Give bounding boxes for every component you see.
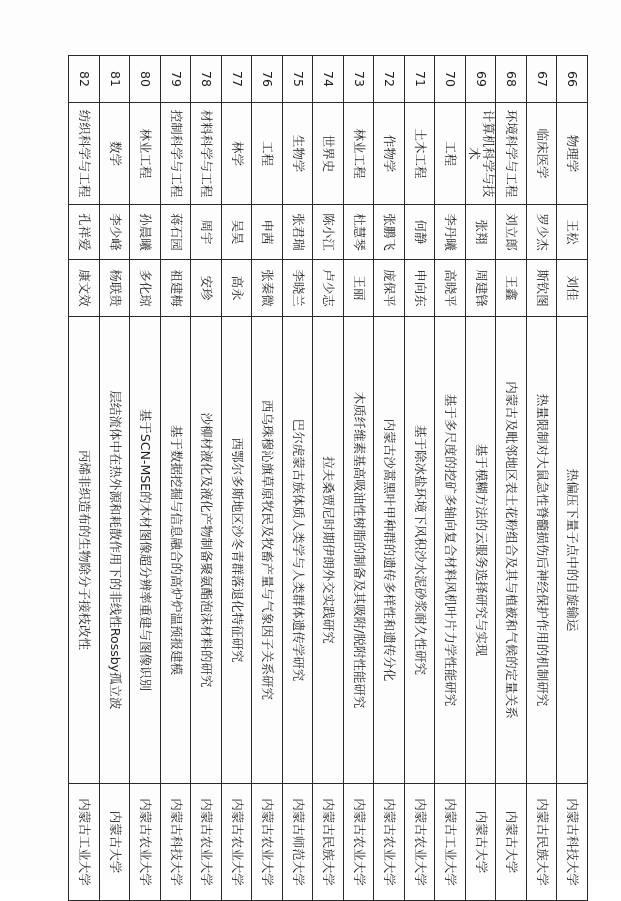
unit-cell: 内蒙古农业大学	[130, 784, 161, 901]
table-body	[69, 56, 588, 901]
thesis-title-cell: 基于除冰盐环境下风积沙水泥砂浆耐久性研究	[404, 317, 435, 784]
unit-cell: 内蒙古工业大学	[69, 784, 100, 901]
major-cell: 计算机科学与技术	[465, 103, 496, 205]
author-cell: 刘佳	[557, 260, 588, 317]
major-cell: 物理学	[557, 103, 588, 205]
supervisor-cell: 张鹏飞	[374, 205, 405, 260]
table-row	[221, 56, 252, 901]
award-table	[68, 55, 588, 901]
thesis-title-cell: 热量限制对大鼠急性脊髓损伤后神经保护作用的机制研究	[526, 317, 557, 784]
author-cell: 安珍	[191, 260, 222, 317]
row-number: 77	[221, 56, 252, 103]
major-cell: 环境科学与工程	[496, 103, 527, 205]
table-row	[160, 56, 191, 901]
unit-cell: 内蒙古师范大学	[282, 784, 313, 901]
supervisor-cell: 王松	[557, 205, 588, 260]
thesis-title-cell: 巴尔虎蒙古族体质人类学与人类群体遗传学研究	[282, 317, 313, 784]
supervisor-cell: 杜慧琴	[343, 205, 374, 260]
table-row	[496, 56, 527, 901]
unit-cell: 内蒙古科技大学	[557, 784, 588, 901]
unit-cell: 内蒙古农业大学	[374, 784, 405, 901]
table-row	[191, 56, 222, 901]
major-cell: 世界史	[313, 103, 344, 205]
table-row	[465, 56, 496, 901]
author-cell: 周建锋	[465, 260, 496, 317]
supervisor-cell: 申茜	[252, 205, 283, 260]
row-number: 78	[191, 56, 222, 103]
supervisor-cell: 张翔	[465, 205, 496, 260]
unit-cell: 内蒙古农业大学	[252, 784, 283, 901]
supervisor-cell: 周宇	[191, 205, 222, 260]
table-row	[252, 56, 283, 901]
supervisor-cell: 李少峰	[99, 205, 130, 260]
row-number: 73	[343, 56, 374, 103]
author-cell: 高永	[221, 260, 252, 317]
major-cell: 控制科学与工程	[160, 103, 191, 205]
supervisor-cell: 张君瑞	[282, 205, 313, 260]
major-cell: 土木工程	[404, 103, 435, 205]
major-cell: 工程	[435, 103, 466, 205]
row-number: 76	[252, 56, 283, 103]
supervisor-cell: 孔祥爱	[69, 205, 100, 260]
major-cell: 作物学	[374, 103, 405, 205]
author-cell: 张秦微	[252, 260, 283, 317]
supervisor-cell: 孙晨曦	[130, 205, 161, 260]
unit-cell: 内蒙古科技大学	[160, 784, 191, 901]
table-row	[282, 56, 313, 901]
author-cell: 高晓平	[435, 260, 466, 317]
supervisor-cell: 陈小江	[313, 205, 344, 260]
row-number: 74	[313, 56, 344, 103]
unit-cell: 内蒙古民族大学	[313, 784, 344, 901]
unit-cell: 内蒙古工业大学	[435, 784, 466, 901]
row-number: 71	[404, 56, 435, 103]
supervisor-cell: 何静	[404, 205, 435, 260]
author-cell: 多化琼	[130, 260, 161, 317]
major-cell: 林学	[221, 103, 252, 205]
thesis-title-cell: 木质纤维素基高吸油性树脂的制备及其吸附/脱附性能研究	[343, 317, 374, 784]
major-cell: 纺织科学与工程	[69, 103, 100, 205]
major-cell: 工程	[252, 103, 283, 205]
supervisor-cell: 罗少杰	[526, 205, 557, 260]
thesis-title-cell: 基于SCN-MSE的木材图像超分辨率重建与图像识别	[130, 317, 161, 784]
thesis-title-cell: 内蒙古沙蒿黑叶甲种群的遗传多样性和遗传分化	[374, 317, 405, 784]
rotated-table-wrapper	[68, 55, 588, 886]
thesis-title-cell: 内蒙古及毗邻地区表土花粉组合及其与植被和气候的定量关系	[496, 317, 527, 784]
author-cell: 斯钦图	[526, 260, 557, 317]
thesis-title-cell: 西乌珠穆沁旗草原牧民及牧畜产量与气象因子关系研究	[252, 317, 283, 784]
author-cell: 王鑫	[496, 260, 527, 317]
thesis-title-cell: 基于数据挖掘与信息融合的高炉炉温预报建模	[160, 317, 191, 784]
table-row	[557, 56, 588, 901]
thesis-title-cell: 热偏压下量子点中的自旋输运	[557, 317, 588, 784]
unit-cell: 内蒙古民族大学	[526, 784, 557, 901]
author-cell: 申向东	[404, 260, 435, 317]
unit-cell: 内蒙古大学	[496, 784, 527, 901]
row-number: 69	[465, 56, 496, 103]
table-row	[69, 56, 100, 901]
major-cell: 林业工程	[130, 103, 161, 205]
thesis-title-cell: 基于模糊方法的云服务选择研究与实现	[465, 317, 496, 784]
thesis-title-cell: 丙烯非织造布的生物除分子接枝改性	[69, 317, 100, 784]
author-cell: 李晓兰	[282, 260, 313, 317]
major-cell: 生物学	[282, 103, 313, 205]
table-row	[404, 56, 435, 901]
unit-cell: 内蒙古大学	[465, 784, 496, 901]
unit-cell: 内蒙古农业大学	[343, 784, 374, 901]
author-cell: 王丽	[343, 260, 374, 317]
row-number: 79	[160, 56, 191, 103]
table-row	[99, 56, 130, 901]
thesis-title-cell: 西鄂尔多斯地区沙冬青群落退化特征研究	[221, 317, 252, 784]
author-cell: 祖建梅	[160, 260, 191, 317]
major-cell: 材料科学与工程	[191, 103, 222, 205]
row-number: 82	[69, 56, 100, 103]
supervisor-cell: 李丹曦	[435, 205, 466, 260]
major-cell: 林业工程	[343, 103, 374, 205]
thesis-title-cell: 基于多尺度的挖矿多轴向复合材料风机叶片力学性能研究	[435, 317, 466, 784]
table-row	[526, 56, 557, 901]
row-number: 75	[282, 56, 313, 103]
thesis-title-cell: 沙柳材液化及液化产物制备聚氨酯泡沫材料的研究	[191, 317, 222, 784]
table-row	[130, 56, 161, 901]
unit-cell: 内蒙古农业大学	[404, 784, 435, 901]
supervisor-cell: 刘立郎	[496, 205, 527, 260]
major-cell: 临床医学	[526, 103, 557, 205]
author-cell: 杨联贵	[99, 260, 130, 317]
row-number: 72	[374, 56, 405, 103]
award-table-container	[68, 55, 588, 886]
thesis-title-cell: 层结流体中在热外源和耗散作用下的非线性Rossby孤立波	[99, 317, 130, 784]
author-cell: 卢少志	[313, 260, 344, 317]
thesis-title-cell: 拉夫桑贾尼时期伊朗外交实践研究	[313, 317, 344, 784]
supervisor-cell: 吴昊	[221, 205, 252, 260]
row-number: 67	[526, 56, 557, 103]
unit-cell: 内蒙古大学	[99, 784, 130, 901]
table-row	[313, 56, 344, 901]
row-number: 68	[496, 56, 527, 103]
table-row	[435, 56, 466, 901]
table-row	[374, 56, 405, 901]
row-number: 70	[435, 56, 466, 103]
supervisor-cell: 蒋石园	[160, 205, 191, 260]
unit-cell: 内蒙古农业大学	[191, 784, 222, 901]
author-cell: 庞保平	[374, 260, 405, 317]
unit-cell: 内蒙古农业大学	[221, 784, 252, 901]
row-number: 81	[99, 56, 130, 103]
table-row	[343, 56, 374, 901]
author-cell: 康文效	[69, 260, 100, 317]
row-number: 66	[557, 56, 588, 103]
major-cell: 数学	[99, 103, 130, 205]
row-number: 80	[130, 56, 161, 103]
